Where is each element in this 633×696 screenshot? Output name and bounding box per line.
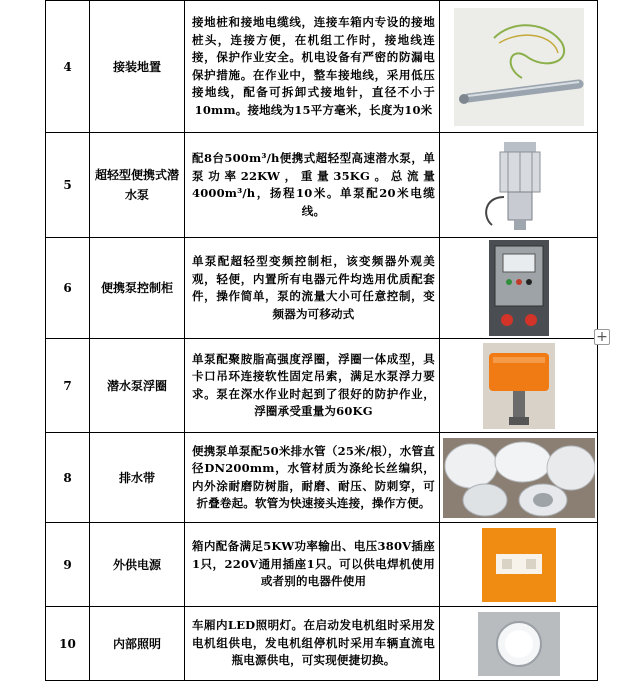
item-name: 外供电源 xyxy=(90,523,185,607)
item-name: 便携泵控制柜 xyxy=(90,238,185,339)
table-row xyxy=(46,133,598,238)
row-number: 9 xyxy=(46,523,90,607)
item-name: 接装地置 xyxy=(90,1,185,133)
item-description: 车厢内LED照明灯。在启动发电机组时采用发电机组供电，发电机组停机时采用车辆直流电瓶电源供电，可实现便捷切换。 xyxy=(185,607,440,681)
item-description: 箱内配备满足5KW功率输出、电压380V插座1只，220V通用插座1只。可以供电焊机使用或者别的电器件使用 xyxy=(185,523,440,607)
item-photo-cell xyxy=(440,607,598,681)
item-description: 接地桩和接地电缆线，连接车箱内专设的接地桩头，连接方便，在机组工作时，接地线连接，保护作业安全。机电设备有严密的防漏电保护措施。在作业中，整车接地线，采用低压接地线，配备可拆卸式接地针，直径不小于10mm。接地线为15平方毫米，长度为10米 xyxy=(185,1,440,133)
control-cabinet-photo xyxy=(489,240,549,336)
item-name: 超轻型便携式潜水泵 xyxy=(90,133,185,238)
row-number: 4 xyxy=(46,1,90,133)
expand-button[interactable]: + xyxy=(594,329,610,345)
table-row xyxy=(46,339,598,433)
equipment-table xyxy=(45,0,598,681)
table-row xyxy=(46,607,598,681)
row-number: 6 xyxy=(46,238,90,339)
power-socket-photo xyxy=(482,528,556,602)
item-description: 便携泵单泵配50米排水管（25米/根），水管直径DN200mm，水管材质为涤纶长丝编织，内外涂耐磨防树脂，耐磨、耐压、防刺穿，可折叠卷起。软管为快速接头连接，操作方便。 xyxy=(185,433,440,523)
item-photo-cell xyxy=(440,523,598,607)
row-number: 8 xyxy=(46,433,90,523)
item-name: 内部照明 xyxy=(90,607,185,681)
item-description: 配8台500m³/h便携式超轻型高速潜水泵，单泵功率22KW，重量35KG。总流量4000m³/h，扬程10米。单泵配20米电缆线。 xyxy=(185,133,440,238)
table-row xyxy=(46,433,598,523)
table-row xyxy=(46,1,598,133)
grounding-rod-photo xyxy=(454,8,584,126)
led-light-photo xyxy=(478,612,560,676)
drainage-hose-photo xyxy=(443,438,595,518)
item-description: 单泵配超轻型变频控制柜，该变频器外观美观，轻便，内置所有电器元件均选用优质配套件，操作简单，泵的流量大小可任意控制，变频器为可移动式 xyxy=(185,238,440,339)
item-photo-cell xyxy=(440,339,598,433)
item-photo-cell xyxy=(440,133,598,238)
submersible-pump-photo xyxy=(474,137,564,233)
table-row xyxy=(46,523,598,607)
item-description: 单泵配聚胺脂高强度浮圈，浮圈一体成型，具卡口吊环连接软性固定吊索，满足水泵浮力要求。泵在深水作业时起到了很好的防护作业，浮圈承受重量为60KG xyxy=(185,339,440,433)
item-photo-cell xyxy=(440,238,598,339)
item-photo-cell xyxy=(440,433,598,523)
row-number: 7 xyxy=(46,339,90,433)
table-row xyxy=(46,238,598,339)
item-photo-cell xyxy=(440,1,598,133)
float-ring-photo xyxy=(483,343,555,429)
item-name: 潜水泵浮圈 xyxy=(90,339,185,433)
item-name: 排水带 xyxy=(90,433,185,523)
row-number: 5 xyxy=(46,133,90,238)
row-number: 10 xyxy=(46,607,90,681)
